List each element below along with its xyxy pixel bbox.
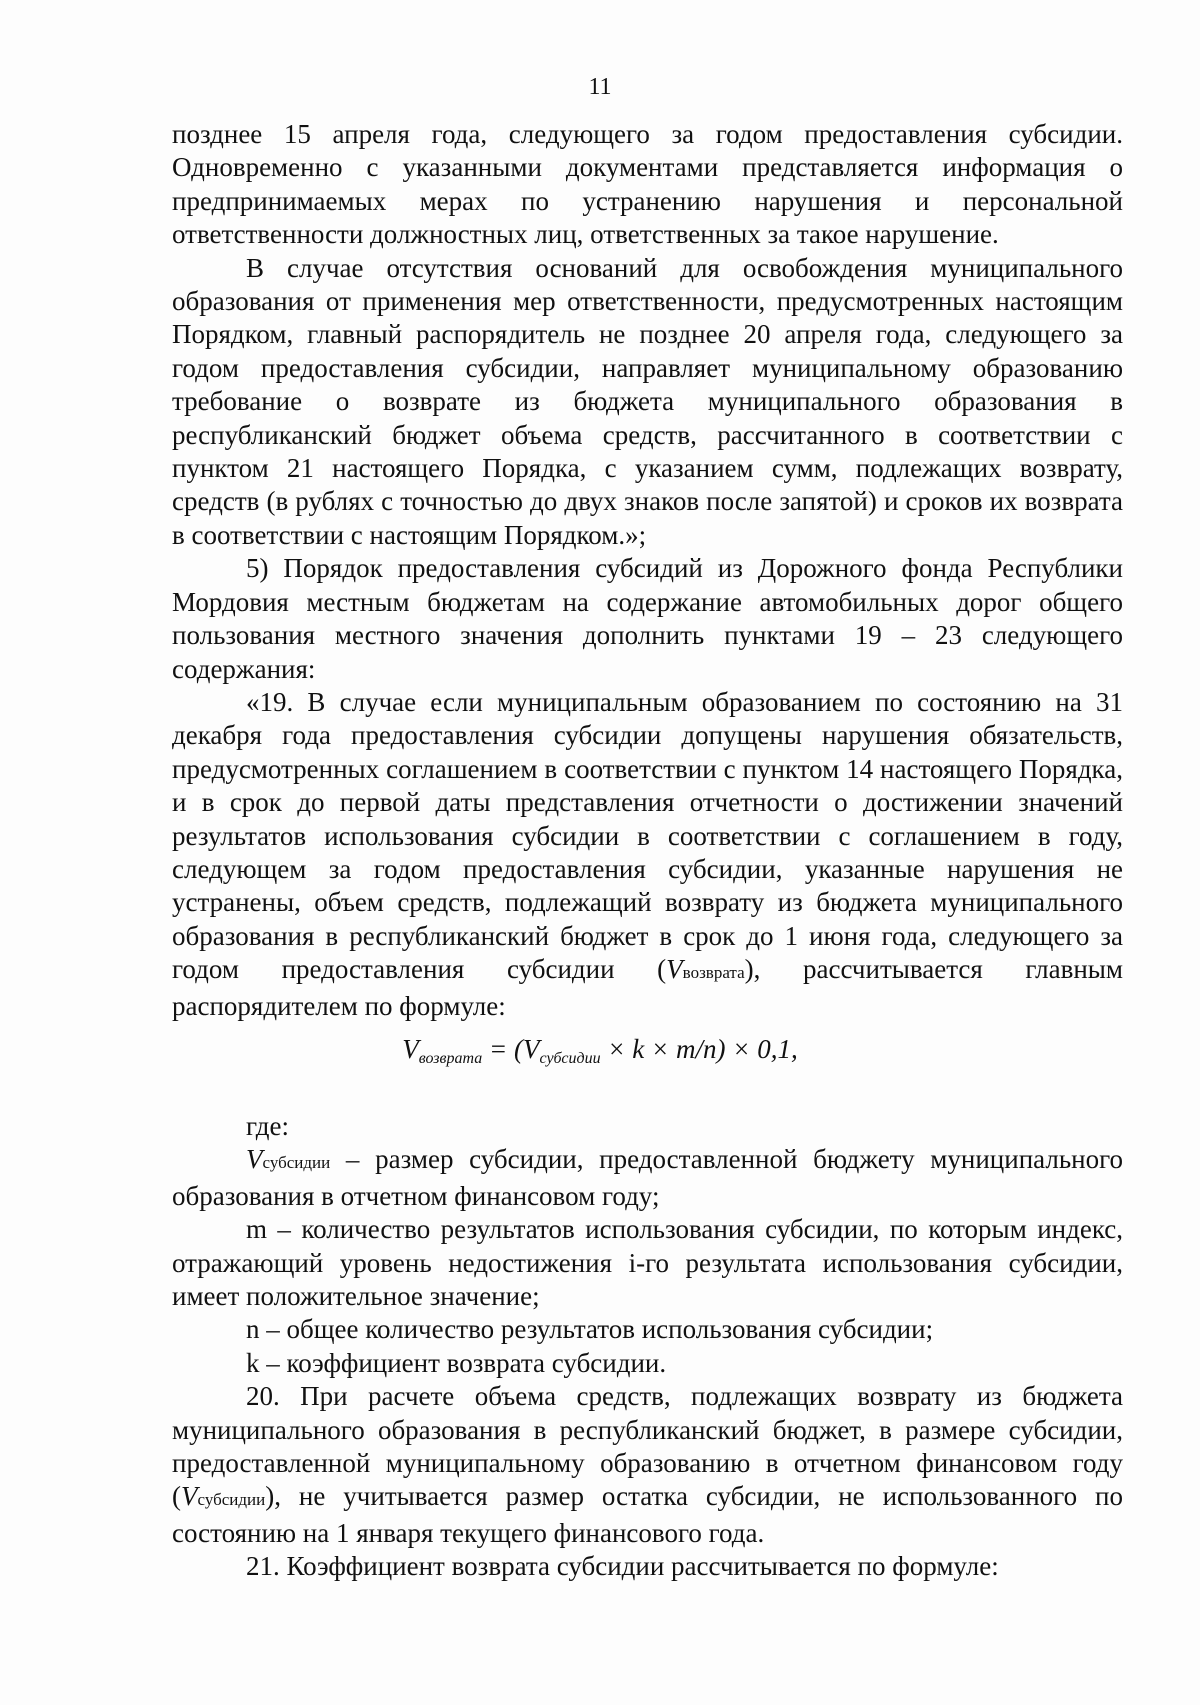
definition-vsub-text: – размер субсидии, предоставленной бюджету муниципального образования в отчетном финансовом году; <box>172 1144 1123 1211</box>
formula-lhs: V <box>402 1034 419 1064</box>
paragraph-19-tail: ), рассчитывается главным распорядителем по формуле: <box>172 954 1123 1021</box>
paragraph-no-grounds: В случае отсутствия оснований для освобождения муниципального образования от применения мер ответственности, предусмотренных настоящим Порядком, главный распорядитель не позднее 20 апреля года, следующего за годом предоставления субсидии, направляет муниципальному образованию требование о возврате из бюджета муниципального образования в республиканский бюджет объема средств, рассчитанного в соответствии с пунктом 21 настоящего Порядка, с указанием сумм, подлежащих возврату, средств (в рублях с точностью до двух знаков после запятой) и сроков их возврата в соответствии с настоящим Порядком.»; <box>172 252 1123 550</box>
definition-n: n – общее количество результатов использования субсидии; <box>246 1314 934 1345</box>
paragraph-20-tail: ), не учитывается размер остатка субсидии, не использованного по состоянию на 1 января текущего финансового года. <box>172 1481 1123 1548</box>
definition-m: m – количество результатов использования субсидии, по которым индекс, отражающий уровень недостижения i-го результата использования субсидии, имеет положительное значение; <box>172 1214 1123 1312</box>
definition-vsub-subscript: субсидии <box>262 1153 331 1173</box>
page-number: 11 <box>588 74 612 100</box>
paragraph-19 <box>172 686 1123 1023</box>
formula-lhs-subscript: возврата <box>418 1050 483 1067</box>
definition-k: k – коэффициент возврата субсидии. <box>246 1347 667 1378</box>
paragraph-item-5: 5) Порядок предоставления субсидий из Дорожного фонда Республики Мордовия местным бюджетам на содержание автомобильных дорог общего пользования местного значения дополнить пунктами 19 – 23 следующего содержания: <box>172 553 1123 684</box>
paragraph-20-subscript: субсидии <box>197 1490 266 1510</box>
formula <box>0 1032 1200 1076</box>
definitions <box>172 1110 1123 1584</box>
formula-v2-subscript: субсидии <box>539 1050 601 1067</box>
body-text <box>172 118 1123 1023</box>
paragraph-20-text: 20. При расчете объема средств, подлежащих возврату из бюджета муниципального образования в республиканский бюджет, в размере субсидии, предоставленной муниципальному образованию в отчетном финансовом году ( <box>172 1381 1123 1512</box>
formula-rest: × k × m/n) × 0,1, <box>600 1034 798 1064</box>
paragraph-20-var: V <box>181 1481 198 1512</box>
definition-vsub <box>172 1143 1123 1213</box>
where-label: где: <box>246 1111 289 1141</box>
formula-eq: = ( <box>482 1034 523 1064</box>
paragraph-continuation: позднее 15 апреля года, следующего за годом предоставления субсидии. Одновременно с указанными документами представляется информация о предпринимаемых мерах по устранению нарушения и персональной ответственности должностных лиц, ответственных за такое нарушение. <box>172 119 1123 250</box>
paragraph-19-text: «19. В случае если муниципальным образованием по состоянию на 31 декабря года предоставления субсидии допущены нарушения обязательств, предусмотренных соглашением в соответствии с пунктом 14 настоящего Порядка, и в срок до первой даты представления отчетности о достижении значений результатов использования субсидии в соответствии с соглашением в году, следующем за годом предоставления субсидии, указанные нарушения не устранены, объем средств, подлежащий возврату из бюджета муниципального образования в республиканский бюджет в срок до 1 июня года, следующего за годом предоставления субсидии ( <box>172 686 1123 985</box>
variable-subscript: возврата <box>682 963 745 983</box>
paragraph-20 <box>172 1380 1123 1550</box>
formula-v2: V <box>522 1034 540 1064</box>
variable-v: V <box>666 954 683 985</box>
paragraph-21: 21. Коэффициент возврата субсидии рассчитывается по формуле: <box>246 1551 999 1582</box>
definition-vsub-var: V <box>246 1144 263 1175</box>
